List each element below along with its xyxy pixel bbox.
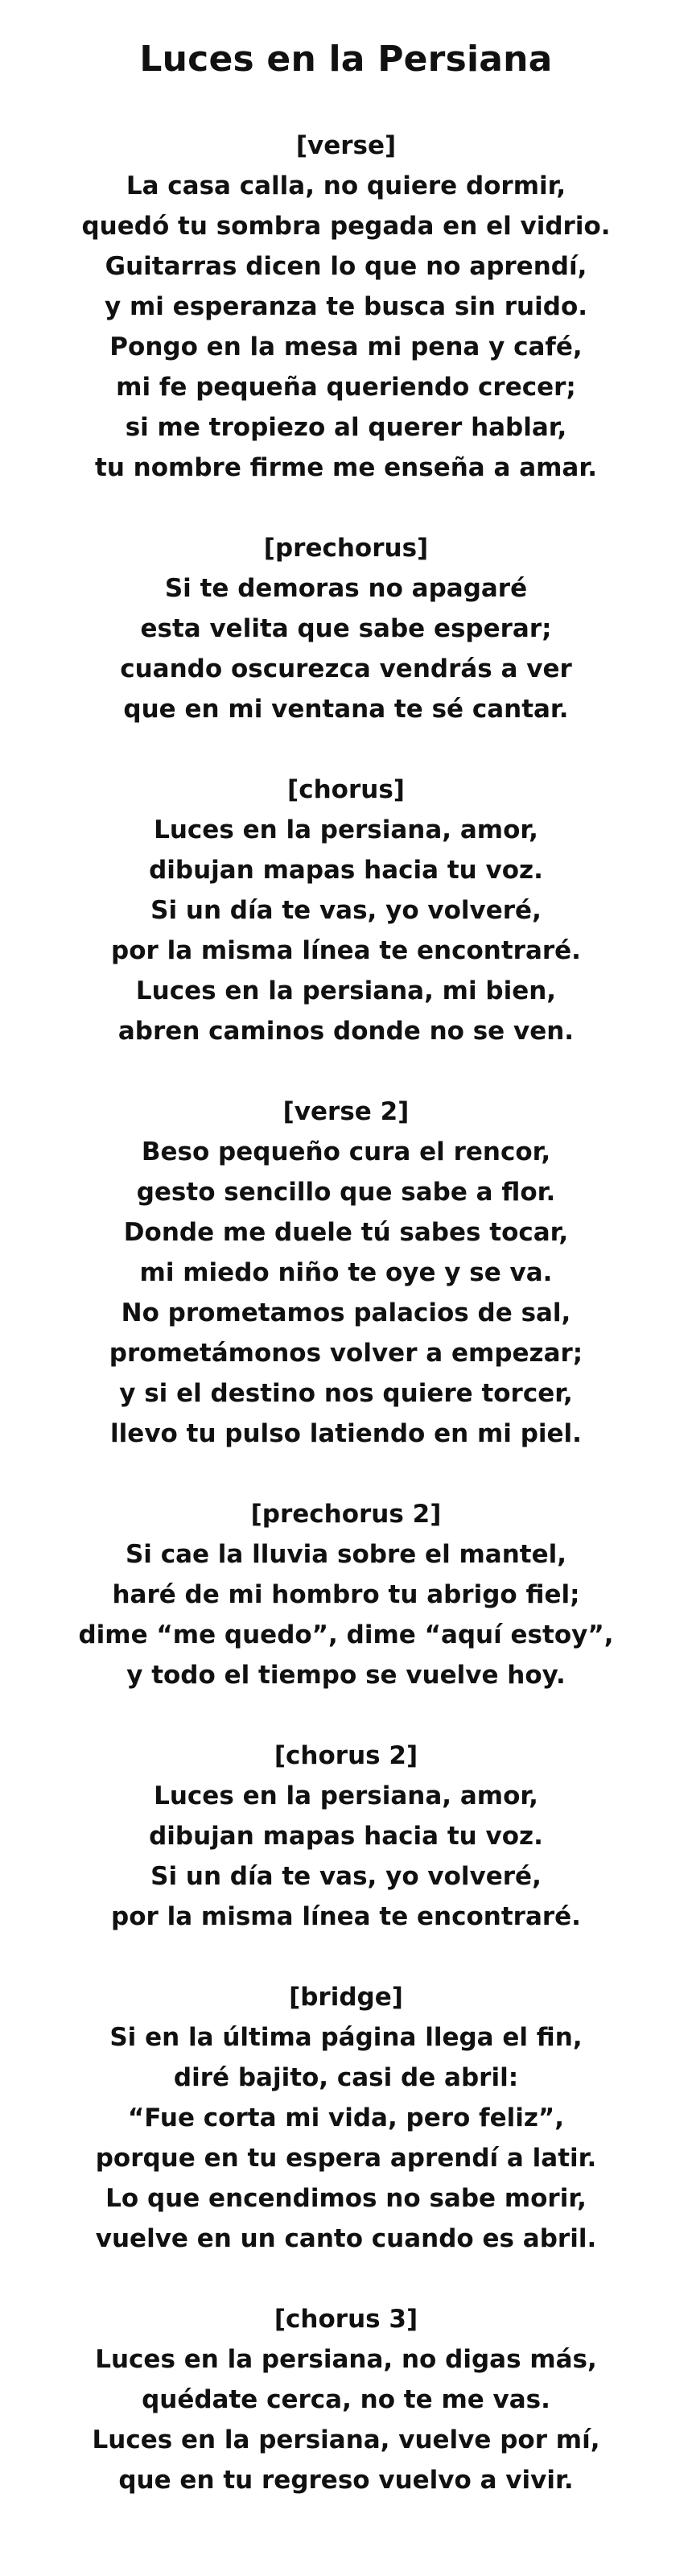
lyric-line: La casa calla, no quiere dormir,: [126, 171, 566, 200]
lyric-line: dibujan mapas hacia tu voz.: [149, 856, 543, 885]
section-label: [chorus 3]: [274, 2305, 418, 2334]
section-label: [verse]: [295, 131, 397, 160]
lyric-line: abren caminos donde no se ven.: [117, 1017, 575, 1046]
lyric-line: “Fue corta mi vida, pero feliz”,: [127, 2103, 565, 2132]
lyrics-section: [0, 2299, 692, 2500]
lyric-line: haré de mi hombro tu abrigo fiel;: [112, 1580, 580, 1609]
lyric-line: Donde me duele tú sabes tocar,: [123, 1218, 569, 1247]
lyric-line: Si te demoras no apagaré: [164, 574, 528, 603]
lyric-line: vuelve en un canto cuando es abril.: [95, 2224, 597, 2253]
lyric-line: Beso pequeño cura el rencor,: [141, 1137, 551, 1166]
lyric-line: Luces en la persiana, amor,: [154, 815, 538, 844]
lyrics-section: [0, 528, 692, 729]
lyric-line: mi miedo niño te oye y se va.: [139, 1258, 553, 1287]
song-title: Luces en la Persiana: [139, 39, 553, 80]
lyric-line: esta velita que sabe esperar;: [140, 614, 552, 643]
section-label: [verse 2]: [282, 1097, 410, 1126]
section-label: [chorus 2]: [274, 1741, 418, 1770]
lyric-line: Luces en la persiana, mi bien,: [135, 976, 557, 1005]
lyric-line: por la misma línea te encontraré.: [111, 1902, 581, 1931]
lyrics-section: [0, 1494, 692, 1695]
lyric-line: porque en tu espera aprendí a latir.: [95, 2144, 597, 2173]
lyric-line: dibujan mapas hacia tu voz.: [149, 1822, 543, 1851]
lyric-line: y todo el tiempo se vuelve hoy.: [126, 1661, 566, 1690]
section-label: [chorus]: [287, 775, 405, 804]
lyric-line: tu nombre firme me enseña a amar.: [95, 453, 597, 482]
lyric-line: No prometamos palacios de sal,: [121, 1298, 571, 1327]
lyric-line: por la misma línea te encontraré.: [111, 936, 581, 965]
lyric-line: prometámonos volver a empezar;: [109, 1339, 583, 1368]
lyric-line: Luces en la persiana, amor,: [154, 1781, 538, 1810]
lyric-line: y si el destino nos quiere torcer,: [119, 1379, 573, 1408]
lyric-line: Lo que encendimos no sabe morir,: [105, 2184, 587, 2213]
lyrics-body: [0, 126, 692, 2500]
lyric-line: Luces en la persiana, vuelve por mí,: [92, 2425, 600, 2454]
lyric-line: que en mi ventana te sé cantar.: [123, 695, 569, 724]
lyric-line: Si un día te vas, yo volveré,: [150, 1862, 542, 1891]
lyric-line: dime “me quedo”, dime “aquí estoy”,: [78, 1620, 614, 1649]
lyric-line: Si en la última página llega el fin,: [109, 2023, 583, 2052]
lyrics-section: [0, 126, 692, 488]
lyrics-section: [0, 1977, 692, 2259]
lyric-line: si me tropiezo al querer hablar,: [125, 413, 567, 442]
lyric-line: cuando oscurezca vendrás a ver: [120, 654, 572, 683]
lyric-line: mi fe pequeña queriendo crecer;: [116, 373, 576, 402]
lyric-line: quédate cerca, no te me vas.: [142, 2385, 550, 2414]
lyric-line: Pongo en la mesa mi pena y café,: [109, 332, 583, 361]
lyric-line: quedó tu sombra pegada en el vidrio.: [81, 212, 611, 241]
lyric-line: Guitarras dicen lo que no aprendí,: [105, 252, 587, 281]
lyric-line: llevo tu pulso latiendo en mi piel.: [110, 1419, 582, 1448]
lyric-line: Si un día te vas, yo volveré,: [150, 896, 542, 925]
section-label: [prechorus 2]: [250, 1500, 442, 1529]
lyrics-section: [0, 770, 692, 1051]
lyric-line: Si cae la lluvia sobre el mantel,: [125, 1540, 567, 1569]
lyric-line: diré bajito, casi de abril:: [173, 2063, 519, 2092]
lyrics-section: [0, 1092, 692, 1454]
section-label: [bridge]: [289, 1983, 403, 2012]
lyrics-section: [0, 1736, 692, 1937]
lyric-line: gesto sencillo que sabe a flor.: [136, 1178, 556, 1207]
section-label: [prechorus]: [263, 534, 429, 563]
lyric-line: que en tu regreso vuelvo a vivir.: [118, 2466, 574, 2495]
lyric-line: y mi esperanza te busca sin ruido.: [104, 292, 588, 321]
lyric-line: Luces en la persiana, no digas más,: [95, 2345, 597, 2374]
